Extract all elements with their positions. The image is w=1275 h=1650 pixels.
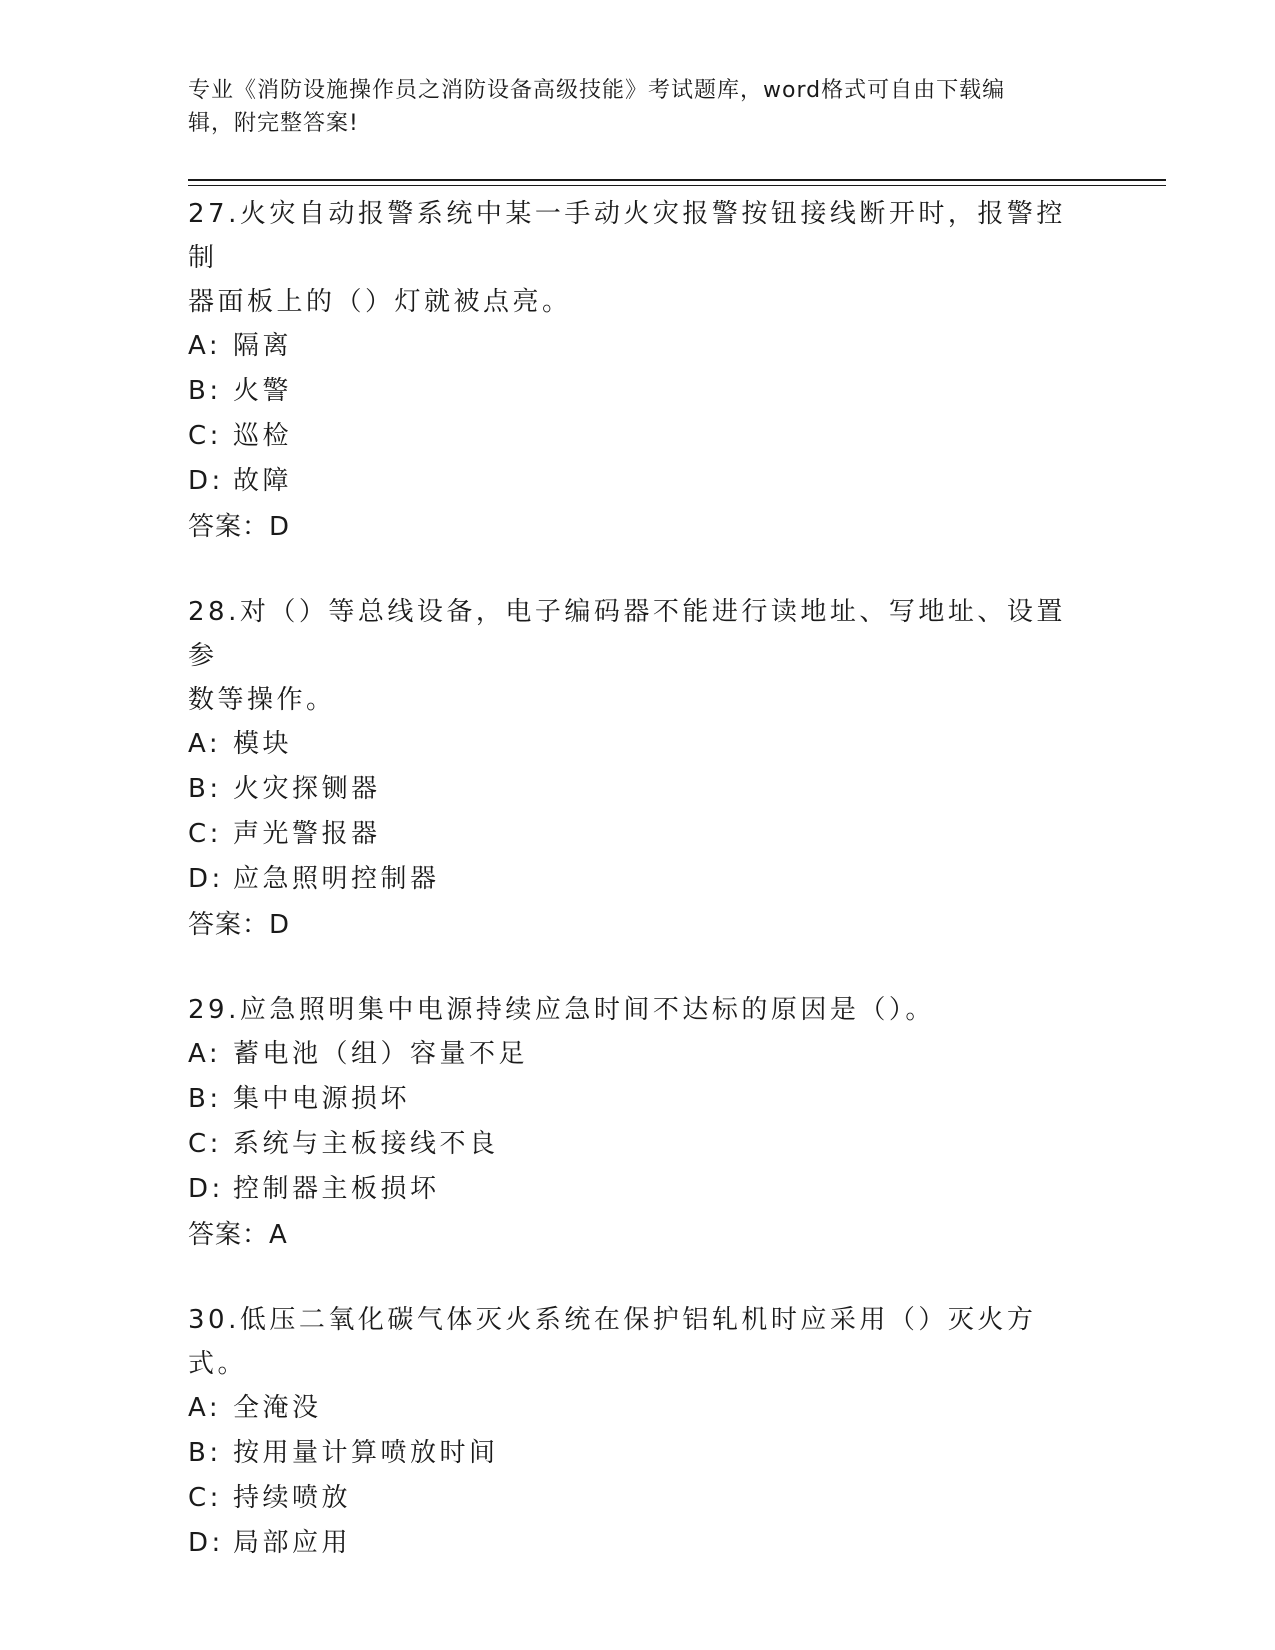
header-line-1: 专业《消防设施操作员之消防设备高级技能》考试题库，word格式可自由下载编 bbox=[188, 78, 1006, 103]
option-text: 局部应用 bbox=[233, 1528, 352, 1558]
option-key: A: bbox=[188, 729, 222, 759]
question-stem-line: 器面板上的（）灯就被点亮。 bbox=[188, 287, 572, 317]
option-d bbox=[188, 1167, 1088, 1212]
answer-line: 答案：A bbox=[188, 1220, 288, 1250]
option-a bbox=[188, 324, 1088, 369]
option-c bbox=[188, 1122, 1088, 1167]
question-stem-line: 29.应急照明集中电源持续应急时间不达标的原因是（）。 bbox=[188, 995, 935, 1025]
option-b bbox=[188, 1077, 1088, 1122]
option-text: 集中电源损坏 bbox=[233, 1084, 411, 1114]
option-c bbox=[188, 1476, 1088, 1521]
option-text: 按用量计算喷放时间 bbox=[233, 1438, 499, 1468]
option-text: 持续喷放 bbox=[233, 1483, 352, 1513]
option-b bbox=[188, 767, 1088, 812]
question-stem-line: 数等操作。 bbox=[188, 685, 336, 715]
header-divider-thin bbox=[188, 185, 1166, 186]
option-text: 隔离 bbox=[233, 331, 293, 361]
option-text: 全淹没 bbox=[233, 1393, 322, 1423]
option-d bbox=[188, 857, 1088, 902]
option-text: 蓄电池（组）容量不足 bbox=[233, 1039, 529, 1069]
document-header bbox=[188, 74, 1088, 140]
option-key: C: bbox=[188, 1483, 222, 1513]
option-b bbox=[188, 1431, 1088, 1476]
option-key: A: bbox=[188, 331, 222, 361]
option-text: 火警 bbox=[233, 376, 293, 406]
header-line-2: 辑，附完整答案! bbox=[188, 111, 359, 136]
option-text: 故障 bbox=[233, 466, 293, 496]
option-text: 控制器主板损坏 bbox=[233, 1174, 440, 1204]
question-stem-line: 28.对（）等总线设备，电子编码器不能进行读地址、写地址、设置参 bbox=[188, 597, 1066, 671]
question-27 bbox=[188, 192, 1088, 550]
option-c bbox=[188, 812, 1088, 857]
option-key: D: bbox=[188, 864, 224, 894]
option-a bbox=[188, 722, 1088, 767]
header-divider-thick bbox=[188, 179, 1166, 181]
option-key: D: bbox=[188, 1174, 224, 1204]
option-key: D: bbox=[188, 466, 224, 496]
option-key: B: bbox=[188, 1438, 222, 1468]
option-key: A: bbox=[188, 1039, 222, 1069]
question-stem-line: 27.火灾自动报警系统中某一手动火灾报警按钮接线断开时，报警控制 bbox=[188, 199, 1066, 273]
option-text: 系统与主板接线不良 bbox=[233, 1129, 499, 1159]
option-key: B: bbox=[188, 376, 222, 406]
question-list bbox=[188, 192, 1088, 1606]
option-text: 火灾探铡器 bbox=[233, 774, 381, 804]
answer-line: 答案：D bbox=[188, 910, 291, 940]
question-29 bbox=[188, 988, 1088, 1258]
option-key: C: bbox=[188, 421, 222, 451]
option-text: 应急照明控制器 bbox=[233, 864, 440, 894]
option-a bbox=[188, 1386, 1088, 1431]
option-key: A: bbox=[188, 1393, 222, 1423]
option-text: 模块 bbox=[233, 729, 293, 759]
option-b bbox=[188, 369, 1088, 414]
option-text: 巡检 bbox=[233, 421, 293, 451]
option-key: B: bbox=[188, 774, 222, 804]
question-30 bbox=[188, 1298, 1088, 1566]
option-d bbox=[188, 1521, 1088, 1566]
option-text: 声光警报器 bbox=[233, 819, 381, 849]
option-key: D: bbox=[188, 1528, 224, 1558]
option-key: C: bbox=[188, 819, 222, 849]
question-28 bbox=[188, 590, 1088, 948]
option-a bbox=[188, 1032, 1088, 1077]
option-d bbox=[188, 459, 1088, 504]
option-key: B: bbox=[188, 1084, 222, 1114]
question-stem-line: 30.低压二氧化碳气体灭火系统在保护铝轧机时应采用（）灭火方式。 bbox=[188, 1305, 1037, 1379]
answer-line: 答案：D bbox=[188, 512, 291, 542]
option-c bbox=[188, 414, 1088, 459]
option-key: C: bbox=[188, 1129, 222, 1159]
